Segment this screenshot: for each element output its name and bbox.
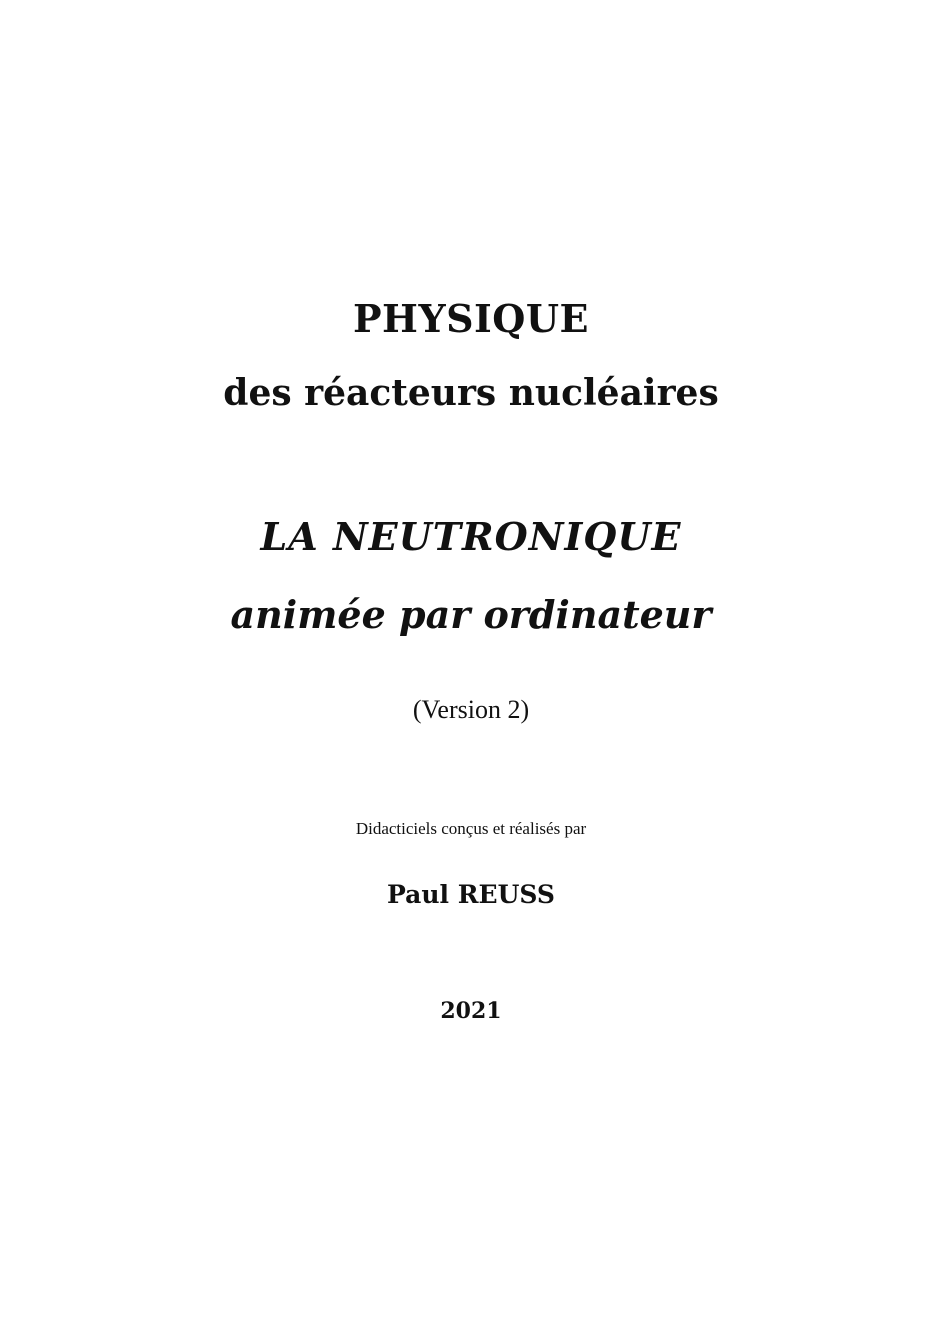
- work-subtitle: animée par ordinateur: [230, 592, 712, 637]
- main-title: PHYSIQUE: [352, 296, 590, 341]
- version-label: (Version 2): [412, 695, 530, 724]
- subtitle: des réacteurs nucléaires: [223, 372, 719, 414]
- publication-year: 2021: [440, 998, 502, 1024]
- author-name: Paul REUSS: [387, 880, 555, 909]
- work-title: LA NEUTRONIQUE: [260, 514, 682, 559]
- credit-line: Didacticiels conçus et réalisés par: [355, 819, 587, 838]
